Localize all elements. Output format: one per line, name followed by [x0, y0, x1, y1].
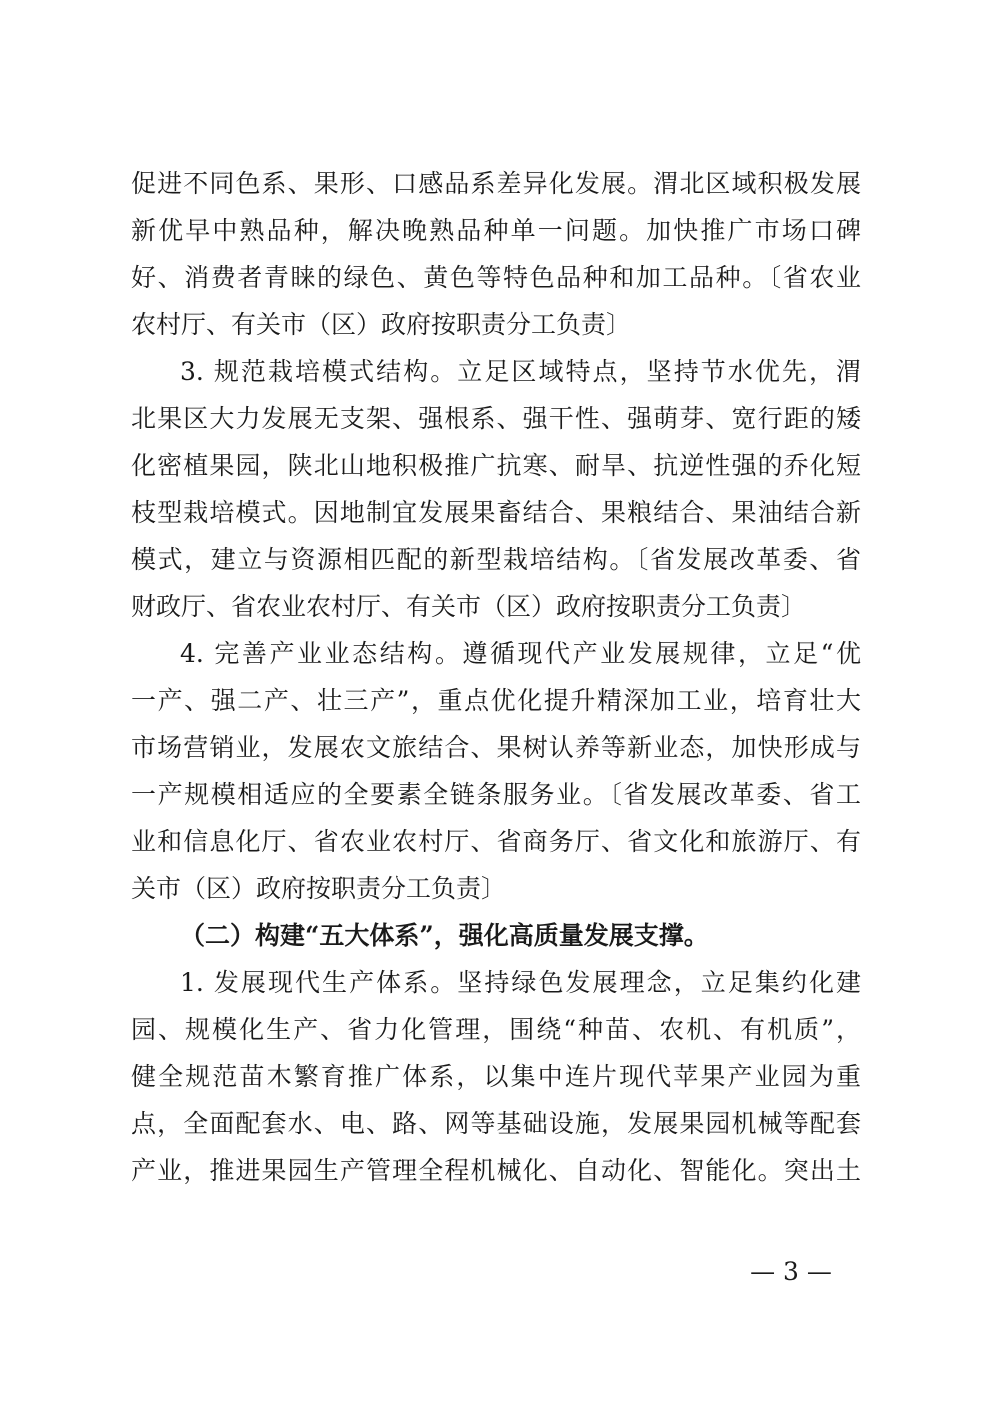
body-text-line: 新优早中熟品种，解决晚熟品种单一问题。加快推广市场口碑	[131, 216, 861, 245]
body-text-line: 化密植果园，陕北山地积极推广抗寒、耐旱、抗逆性强的乔化短	[131, 451, 861, 480]
body-text-line: 模式，建立与资源相匹配的新型栽培结构。〔省发展改革委、省	[131, 545, 861, 574]
section-heading: （二）构建“五大体系”，强化高质量发展支撑。	[180, 921, 709, 950]
section-item-4-heading: 4. 完善产业业态结构。遵循现代产业发展规律，立足“优	[180, 639, 861, 668]
body-text-line: 一产规模相适应的全要素全链条服务业。〔省发展改革委、省工	[131, 780, 861, 809]
body-text-line: 一产、强二产、壮三产”，重点优化提升精深加工业，培育壮大	[131, 686, 861, 715]
body-text-line: 枝型栽培模式。因地制宜发展果畜结合、果粮结合、果油结合新	[131, 498, 861, 527]
section-item-3-heading: 3. 规范栽培模式结构。立足区域特点，坚持节水优先，渭	[180, 357, 861, 386]
body-text-line: 北果区大力发展无支架、强根系、强干性、强萌芽、宽行距的矮	[131, 404, 861, 433]
page-number: — 3 —	[750, 1257, 832, 1286]
body-text-line: 好、消费者青睐的绿色、黄色等特色品种和加工品种。〔省农业	[131, 263, 861, 292]
body-text-line: 促进不同色系、果形、口感品系差异化发展。渭北区域积极发展	[131, 169, 861, 198]
body-text-line: 财政厅、省农业农村厅、有关市（区）政府按职责分工负责〕	[131, 592, 807, 621]
body-text-line: 点，全面配套水、电、路、网等基础设施，发展果园机械等配套	[131, 1109, 861, 1138]
body-text-line: 市场营销业，发展农文旅结合、果树认养等新业态，加快形成与	[131, 733, 861, 762]
section-item-1-heading: 1. 发展现代生产体系。坚持绿色发展理念，立足集约化建	[180, 968, 861, 997]
body-text-line: 关市（区）政府按职责分工负责〕	[131, 874, 507, 903]
body-text-line: 健全规范苗木繁育推广体系，以集中连片现代苹果产业园为重	[131, 1062, 861, 1091]
body-text-line: 业和信息化厅、省农业农村厅、省商务厅、省文化和旅游厅、有	[131, 827, 861, 856]
body-text-line: 农村厅、有关市（区）政府按职责分工负责〕	[131, 310, 632, 339]
body-text-line: 产业，推进果园生产管理全程机械化、自动化、智能化。突出土	[131, 1156, 861, 1185]
body-text-line: 园、规模化生产、省力化管理，围绕“种苗、农机、有机质”，	[131, 1015, 861, 1044]
